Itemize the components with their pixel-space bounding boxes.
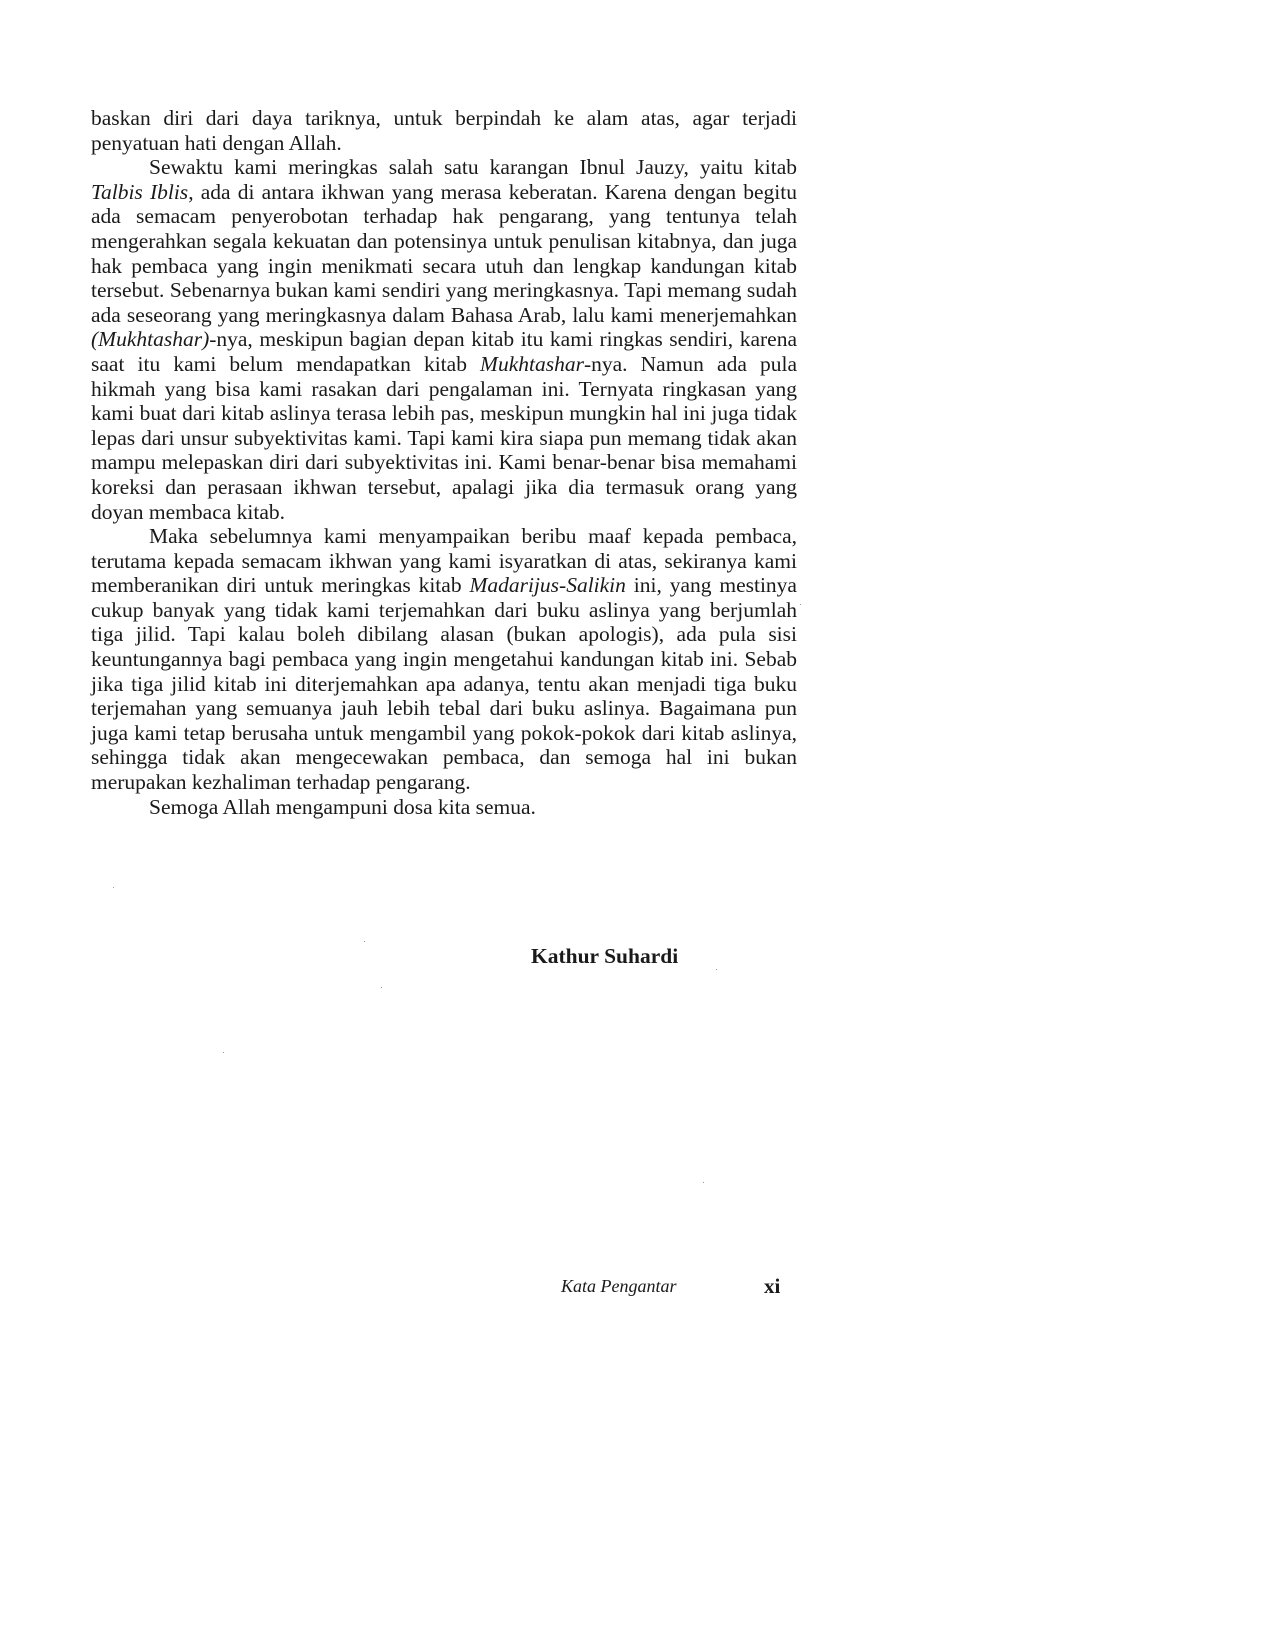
paragraph — [91, 524, 797, 795]
italic-title: Mukhtashar — [480, 351, 584, 376]
text-run: ini, yang mestinya cukup banyak yang tidak kami terjemahkan dari buku aslinya yang berjumlah tiga jilid. Tapi kalau boleh dibilang alasan (bukan apologis), ada pula sisi keuntungannya bagi pembaca yang ingin mengetahui kandungan kitab ini. Sebab jika tiga jilid kitab ini diterjemahkan apa adanya, tentu akan menjadi tiga buku terjemahan yang semuanya jauh lebih tebal dari buku aslinya. Bagaimana pun juga kami tetap berusaha untuk mengambil yang pokok-pokok dari kitab aslinya, sehingga tidak akan mengecewakan pembaca, dan semoga hal ini bukan merupakan kezhaliman terhadap pengarang. — [91, 573, 797, 795]
page-number: xi — [764, 1274, 781, 1298]
scan-speck — [113, 887, 114, 888]
italic-title: Talbis Iblis — [91, 179, 189, 204]
italic-title: (Mukhtashar) — [91, 327, 210, 352]
paragraph — [91, 795, 797, 820]
scan-speck — [800, 604, 801, 605]
text-run: Maka sebelumnya kami menyampaikan beribu maaf kepada pembaca, terutama kepada semacam ikhwan yang kami isyaratkan di atas, sekiranya kami memberanikan diri untuk meringkas kitab — [91, 524, 797, 598]
running-footer-section: Kata Pengantar — [561, 1276, 677, 1296]
italic-title: Madarijus-Salikin — [469, 573, 626, 598]
author-signature: Kathur Suhardi — [531, 944, 679, 968]
scan-speck — [703, 1182, 704, 1183]
paragraph — [91, 155, 797, 524]
text-run: Sewaktu kami meringkas salah satu karangan Ibnul Jauzy, yaitu kitab — [149, 155, 797, 180]
body-text — [91, 106, 797, 819]
text-run: , ada di antara ikhwan yang merasa keberatan. Karena dengan begitu ada semacam penyerobotan terhadap hak pengarang, yang tentunya telah mengerahkan segala kekuatan dan potensinya untuk penulisan kitabnya, dan juga hak pembaca yang ingin menikmati secara utuh dan lengkap kandungan kitab tersebut. Sebenarnya bukan kami sendiri yang meringkasnya. Tapi memang sudah ada seseorang yang meringkasnya dalam Bahasa Arab, lalu kami menerjemahkan — [91, 179, 797, 327]
text-run: -nya, meskipun bagian depan kitab itu kami ringkas sendiri, karena saat itu kami belum mendapatkan kitab — [91, 327, 797, 376]
scan-speck — [716, 969, 717, 970]
scan-speck — [223, 1052, 224, 1053]
text-run: Semoga Allah mengampuni dosa kita semua. — [149, 794, 536, 819]
text-run: -nya. Namun ada pula hikmah yang bisa kami rasakan dari pengalaman ini. Ternyata ringkasan yang kami buat dari kitab aslinya terasa lebih pas, meskipun mungkin hal ini juga tidak lepas dari unsur subyektivitas kami. Tapi kami kira siapa pun memang tidak akan mampu melepaskan diri dari subyektivitas ini. Kami benar-benar bisa memahami koreksi dan perasaan ikhwan tersebut, apalagi jika dia termasuk orang yang doyan membaca kitab. — [91, 351, 797, 524]
paragraph — [91, 106, 797, 155]
scan-speck — [381, 987, 382, 988]
text-run: baskan diri dari daya tariknya, untuk berpindah ke alam atas, agar terjadi penyatuan hati dengan Allah. — [91, 106, 797, 155]
scan-speck — [364, 941, 365, 942]
